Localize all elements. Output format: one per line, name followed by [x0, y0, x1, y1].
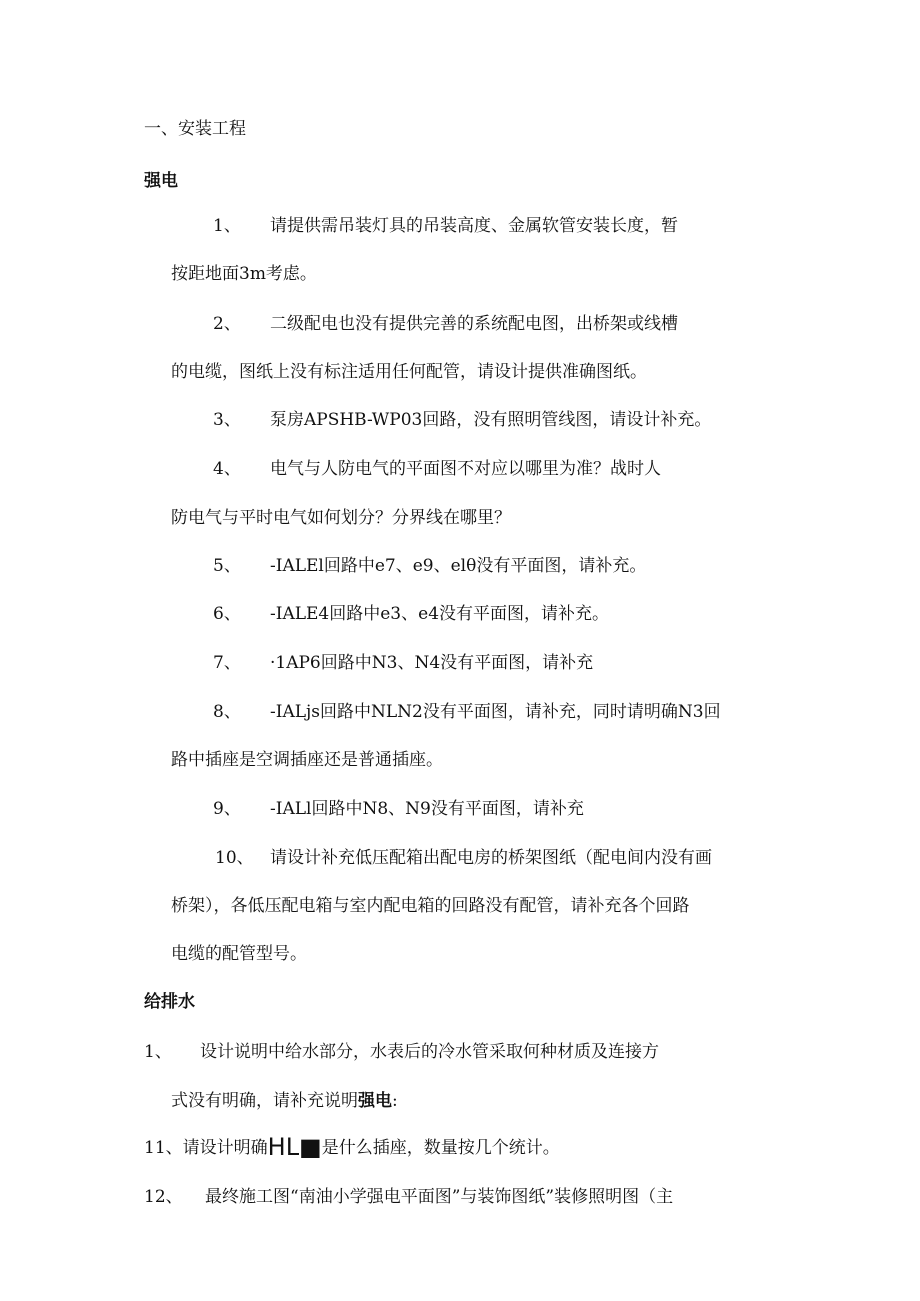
item-number: 3、	[213, 410, 241, 430]
item-text: 防电气与平时电气如何划分？分界线在哪里？	[171, 508, 511, 528]
item-text	[144, 1135, 560, 1160]
colon: :	[392, 1091, 398, 1111]
item-text: -IALEl回路中e7、e9、elθ没有平面图，请补充。	[270, 556, 647, 576]
item-number: 8、	[213, 702, 241, 722]
item-number: 4、	[213, 459, 241, 479]
item-number: 5、	[213, 556, 241, 576]
inline-heading-strong-current: 强电	[358, 1091, 392, 1111]
item-text: 路中插座是空调插座还是普通插座。	[171, 750, 443, 770]
item-number: 7、	[213, 653, 241, 673]
item-number: 2、	[213, 314, 241, 334]
item-text: -IALl回路中N8、N9没有平面图，请补充	[270, 799, 584, 819]
item-number: 1、	[144, 1042, 172, 1062]
item-text: -IALjs回路中NLN2没有平面图，请补充，同时请明确N3回	[270, 702, 721, 722]
item-number: 10、	[215, 848, 254, 868]
item-text: 最终施工图“南油小学强电平面图”与装饰图纸”装修照明图（主	[205, 1187, 674, 1207]
section-title: 一、安装工程	[144, 119, 246, 139]
item-text-part: 11、请设计明确	[144, 1138, 268, 1158]
item-text-part: 是什么插座，数量按几个统计。	[321, 1138, 560, 1158]
item-number: 12、	[144, 1187, 183, 1207]
item-number: 9、	[213, 799, 241, 819]
item-text: 泵房APSHB-WP03回路，没有照明管线图，请设计补充。	[270, 410, 712, 430]
item-text: 请提供需吊装灯具的吊装高度、金属软管安装长度，暂	[270, 216, 678, 236]
item-text: 的电缆，图纸上没有标注适用任何配管，请设计提供准确图纸。	[171, 362, 647, 382]
item-number: 6、	[213, 604, 241, 624]
symbol-hl: HL■	[267, 1133, 322, 1161]
item-text: -IALE4回路中e3、e4没有平面图，请补充。	[270, 604, 610, 624]
heading-water-drainage: 给排水	[144, 992, 195, 1012]
item-text-part: 式没有明确，请补充说明	[171, 1091, 358, 1111]
item-text: ·1AP6回路中N3、N4没有平面图，请补充	[270, 653, 594, 673]
heading-strong-current: 强电	[144, 171, 178, 191]
item-text: 设计说明中给水部分，水表后的冷水管采取何种材质及连接方	[200, 1042, 659, 1062]
item-text: 按距地面3m考虑。	[171, 264, 317, 284]
item-number: 1、	[213, 216, 241, 236]
item-text: 请设计补充低压配箱出配电房的桥架图纸（配电间内没有画	[270, 848, 712, 868]
item-text: 电气与人防电气的平面图不对应以哪里为准？战时人	[270, 459, 661, 479]
item-text: 二级配电也没有提供完善的系统配电图，出桥架或线槽	[270, 314, 678, 334]
item-text: 电缆的配管型号。	[171, 944, 307, 964]
item-text: 桥架），各低压配电箱与室内配电箱的回路没有配管，请补充各个回路	[171, 896, 690, 916]
item-text	[171, 1089, 398, 1113]
